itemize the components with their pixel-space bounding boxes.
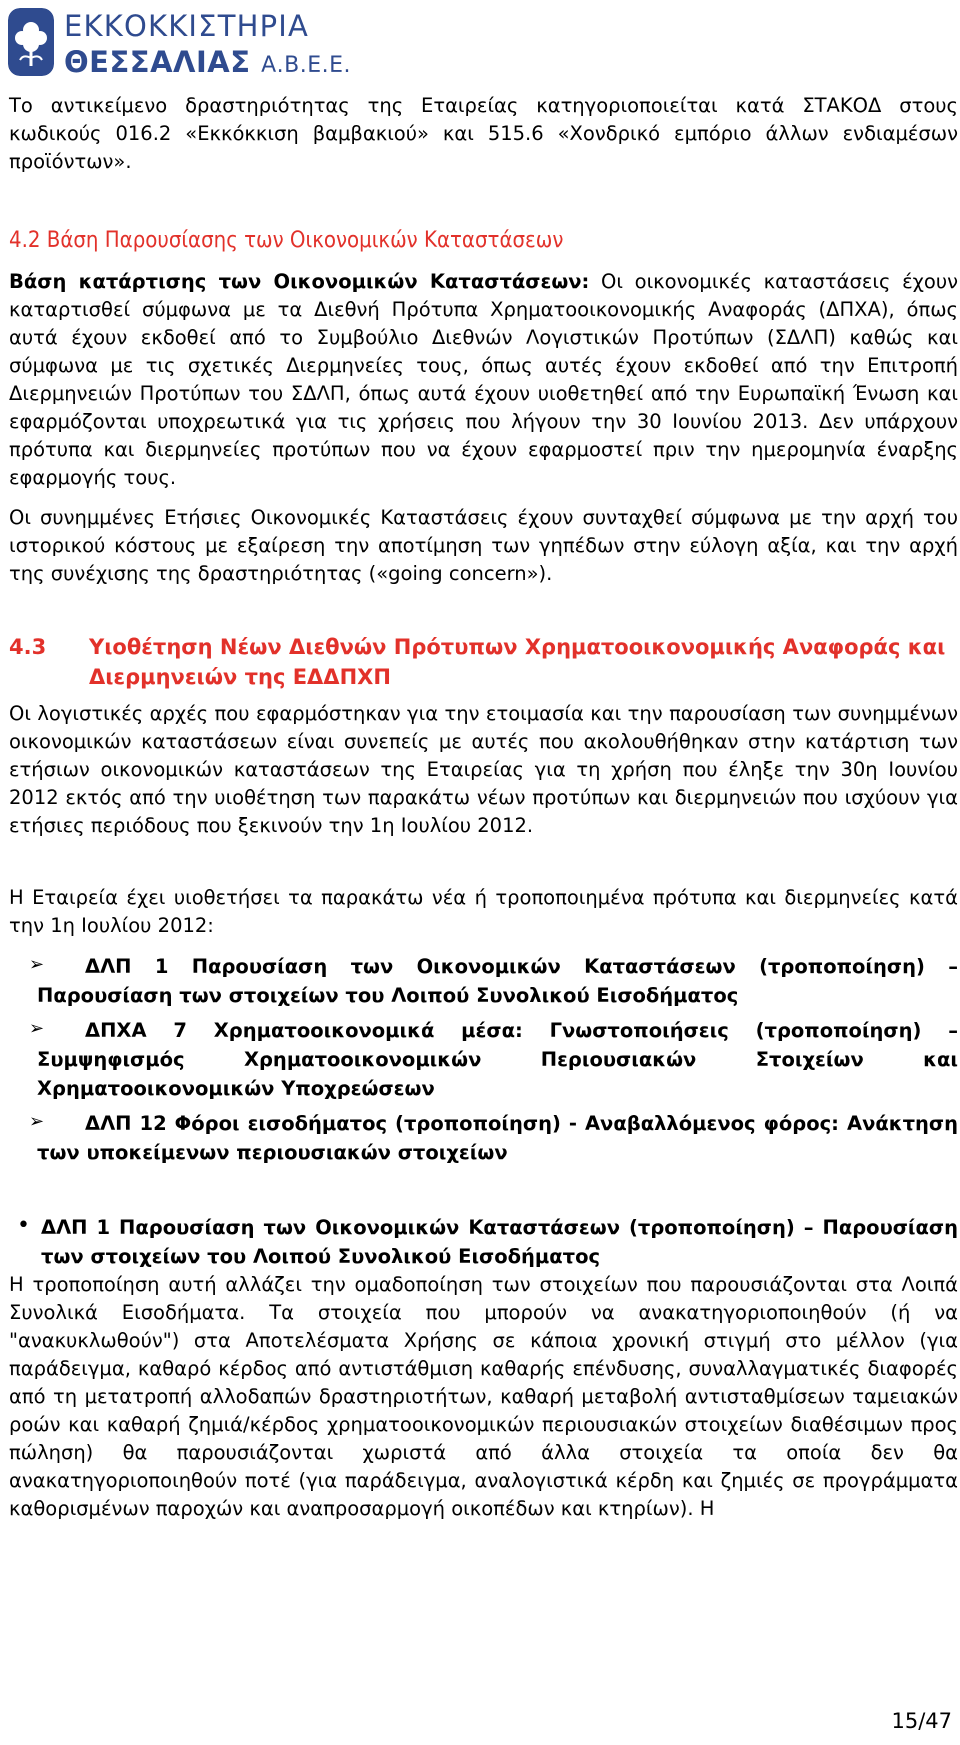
section-4-2-paragraph-1 <box>9 268 958 492</box>
logo-line2 <box>64 45 351 79</box>
arrow-bullet-icon: ➢ <box>29 954 45 975</box>
standard-item-2-text: ΔΠΧΑ 7 Χρηματοοικονομικά μέσα: Γνωστοποιήσεις (τροποποίηση) – Συμψηφισμός Χρηματοοικονομικών Περιουσιακών Στοιχείων και Χρηματοοικονομικών Υποχρεώσεων <box>37 1019 958 1100</box>
section-4-3-title: Υιοθέτηση Νέων Διεθνών Πρότυπων Χρηματοοικονομικής Αναφοράς και Διερμηνειών της ΕΔΔΠΧΠ <box>89 635 946 689</box>
standard-item-3-text: ΔΛΠ 12 Φόροι εισοδήματος (τροποποίηση) - Αναβαλλόμενος φόρος: Ανάκτηση των υποκείμενων περιουσιακών στοιχείων <box>37 1112 958 1164</box>
bullet-dot-icon: • <box>17 1213 30 1238</box>
logo-line2-name: ΘΕΣΣΑΛΙΑΣ <box>64 45 251 79</box>
section-4-2-paragraph-2: Οι συνημμένες Ετήσιες Οικονομικές Καταστάσεις έχουν συνταχθεί σύμφωνα με την αρχή του ιστορικού κόστους με εξαίρεση την αποτίμηση των γηπέδων στην εύλογη αξία, και την αρχή της συνέχισης της δραστηριότητας («going concern»). <box>9 506 958 585</box>
intro-paragraph: Το αντικείμενο δραστηριότητας της Εταιρείας κατηγοριοποιείται κατά ΣΤΑΚΟΔ στους κωδικούς 016.2 «Εκκόκκιση βαμβακιού» και 515.6 «Χονδρικό εμπόριο άλλων ενδιαμέσων προϊόντων». <box>9 94 958 173</box>
logo-line1: ΕΚΚΟΚΚΙΣΤΗΡΙΑ <box>64 9 310 43</box>
page-number: 15/47 <box>891 1709 952 1733</box>
section-4-3-heading <box>9 632 958 692</box>
company-logo <box>8 5 352 81</box>
detail-paragraph: Η τροποποίηση αυτή αλλάζει την ομαδοποίηση των στοιχείων που παρουσιάζονται στα Λοιπά Συνολικά Εισοδήματα. Τα στοιχεία που μπορούν να ανακατηγοριοποιηθούν (ή να "ανακυκλωθούν") στα Αποτελέσματα Χρήσης σε κάποια χρονική στιγμή στο μέλλον (για παράδειγμα, καθαρό κέρδος από αντιστάθμιση καθαρής επένδυσης, συναλλαγματικές διαφορές από τη μετατροπή αλλοδαπών δραστηριοτήτων, καθαρή μεταβολή αντισταθμίσεων ταμειακών ροών και καθαρή ζημιά/κέρδος χρηματοοικονομικών περιουσιακών στοιχείων διαθέσιμων προς πώληση) θα παρουσιάζονται χωριστά από άλλα στοιχεία τα οποία δεν θα ανακατηγοριοποιηθούν ποτέ (για παράδειγμα, αναλογιστικά κέρδη και ζημιές σε προγράμματα καθορισμένων παροχών και αναπροσαρμογή οικοπέδων και κτηρίων). Η <box>9 1273 958 1520</box>
arrow-bullet-icon: ➢ <box>29 1111 45 1132</box>
section-4-3-paragraph-1: Οι λογιστικές αρχές που εφαρμόστηκαν για την ετοιμασία και την παρουσίαση των συνημμένων οικονομικών καταστάσεων είναι συνεπείς με αυτές που ακολουθήθηκαν στην κατάρτιση των ετήσιων οικονομικών καταστάσεων της Εταιρείας για τη χρήση που έληξε την 30η Ιουνίου 2012 εκτός από την υιοθέτηση των παρακάτω νέων προτύπων και διερμηνειών που ισχύουν για ετήσιες περιόδους που ξεκινούν την 1η Ιουλίου 2012. <box>9 702 958 837</box>
section-4-3-paragraph-2: Η Εταιρεία έχει υιοθετήσει τα παρακάτω νέα ή τροποποιημένα πρότυπα και διερμηνείες κατά την 1η Ιουλίου 2012: <box>9 886 958 937</box>
logo-suffix: Α.Β.Ε.Ε. <box>261 53 352 78</box>
section-4-2-lead-bold: Βάση κατάρτισης των Οικονομικών Καταστάσεων: <box>9 270 590 293</box>
section-4-3-number: 4.3 <box>9 635 47 659</box>
standard-item-1 <box>9 952 958 1010</box>
standard-item-2 <box>9 1016 958 1103</box>
standard-item-3 <box>9 1109 958 1167</box>
document-body <box>9 92 958 1523</box>
arrow-bullet-icon: ➢ <box>29 1018 45 1039</box>
standard-item-1-text: ΔΛΠ 1 Παρουσίαση των Οικονομικών Καταστάσεων (τροποποίηση) – Παρουσίαση των στοιχείων του Λοιπού Συνολικού Εισοδήματος <box>37 955 958 1007</box>
cotton-emblem-icon <box>8 8 54 76</box>
detail-heading-text: ΔΛΠ 1 Παρουσίαση των Οικονομικών Καταστάσεων (τροποποίηση) – Παρουσίαση των στοιχείων του Λοιπού Συνολικού Εισοδήματος <box>41 1216 958 1268</box>
detail-heading <box>9 1213 958 1271</box>
section-4-2-lead-text: Οι οικονομικές καταστάσεις έχουν καταρτισθεί σύμφωνα με τα Διεθνή Πρότυπα Χρηματοοικονομικής Αναφοράς (ΔΠΧΑ), όπως αυτά έχουν εκδοθεί από το Συμβούλιο Διεθνών Λογιστικών Προτύπων (ΣΔΛΠ) καθώς και σύμφωνα με τις σχετικές Διερμηνείες τους, όπως αυτές έχουν εκδοθεί από την Επιτροπή Διερμηνειών Προτύπων του ΣΔΛΠ, όπως αυτά έχουν υιοθετηθεί από την Ευρωπαϊκή Ένωση και εφαρμόζονται υποχρεωτικά για τις χρήσεις που λήγουν την 30 Ιουνίου 2013. Δεν υπάρχουν πρότυπα και διερμηνείες προτύπων που να έχουν εφαρμοστεί πριν την ημερομηνία έναρξης εφαρμογής τους. <box>9 270 958 489</box>
section-4-2-title: 4.2 Βάση Παρουσίασης των Οικονομικών Καταστάσεων <box>9 228 564 253</box>
